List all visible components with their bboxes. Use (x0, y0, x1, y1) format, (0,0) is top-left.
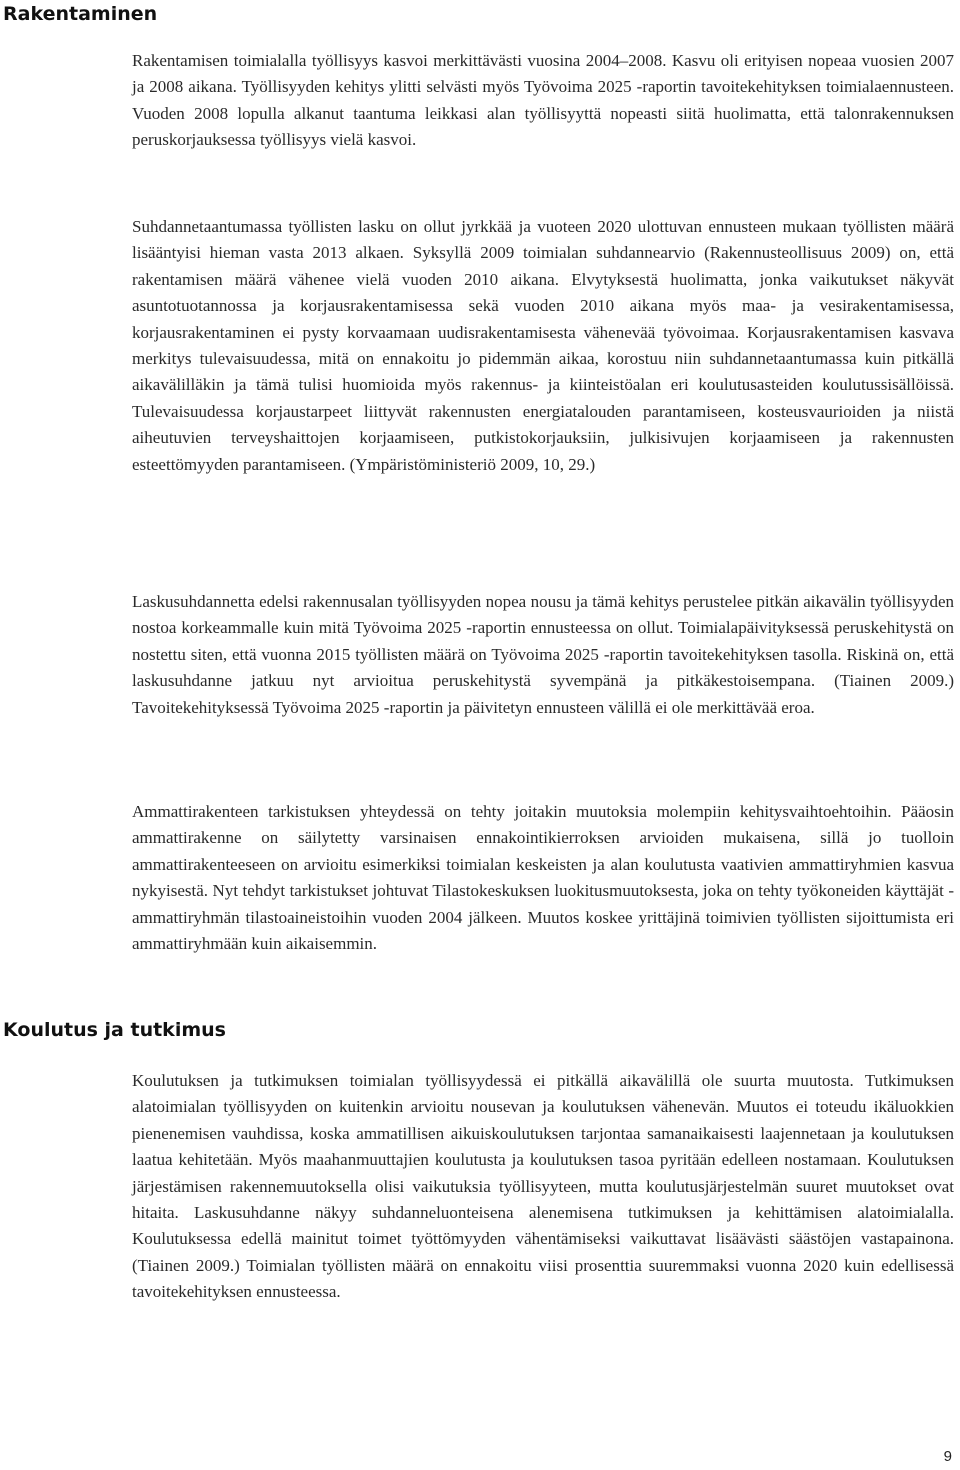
section-heading-rakentaminen: Rakentaminen (3, 3, 158, 25)
paragraph-rakentaminen-4: Ammattirakenteen tarkistuksen yhteydessä on tehty joitakin muutoksia molempiin kehitysvaihtoehtoihin. Pääosin ammattirakenne on säilytetty varsinaisen ennakointikierroksen arvioiden mukaisena, sillä jo tuolloin ammattirakenteeseen on arvioitu esimerkiksi toimialan keskeisten ja alan koulutusta vaativien ammattiryhmien kasvua nykyisestä. Nyt tehdyt tarkistukset johtuvat Tilastokeskuksen luokitusmuutoksesta, joka on tehty työkoneiden käyttäjät -ammattiryhmän tilastoaineistoihin vuoden 2004 jälkeen. Muutos koskee yrittäjinä toimivien työllisten sijoittumista eri ammattiryhmään kuin aikaisemmin. (132, 802, 954, 954)
paragraph-koulutus-1: Koulutuksen ja tutkimuksen toimialan työllisyydessä ei pitkällä aikavälillä ole suurta muutosta. Tutkimuksen alatoimialan työllisyyden on kuitenkin arvioitu nousevan ja koulutuksen vähenevän. Muutos ei toteudu ikäluokkien pienenemisen vauhdissa, koska ammatillisen aikuiskoulutuksen tarjontaa samanaikaisesti laajennetaan ja koulutuksen laatua kehitetään. Myös maahanmuuttajien koulutusta ja koulutuksen tasoa pyritään edelleen nostamaan. Koulutuksen järjestämisen rakennemuutoksella olisi vaikutuksia työllisyyteen, mutta koulutusjärjestelmän suuret muutokset ovat hitaita. Laskusuhdanne näkyy suhdanneluonteisena alenemisena tutkimuksen ja kehittämisen alatoimialalla. Koulutuksessa edellä mainitut toimet työttömyyden vähentämiseksi vaikuttavat lisäävästi säästöjen vastapainona. (Tiainen 2009.) Toimialan työllisten määrä on ennakoitu viisi prosenttia suuremmaksi vuonna 2020 kuin edellisessä tavoitekehityksen ennusteessa. (132, 1071, 954, 1302)
paragraph-rakentaminen-2: Suhdannetaantumassa työllisten lasku on ollut jyrkkää ja vuoteen 2020 ulottuvan ennusteen mukaan työllisten määrä lisääntyisi hieman vasta 2013 alkaen. Syksyllä 2009 toimialan suhdannearvio (Rakennusteollisuus 2009) on, että rakentamisen määrä vähenee vielä vuoden 2010 aikana. Elvytyksestä huolimatta, jonka vaikutukset näkyvät asuntotuotannossa ja korjausrakentamisessa sekä vuoden 2010 aikana myös maa- ja vesirakentamisessa, korjausrakentaminen ei pysty korvaamaan uudisrakentamisesta vähenevää työvoimaa. Korjausrakentamisen kasvava merkitys tulevaisuudessa, mitä on ennakoitu jo pidemmän aikaa, korostuu niin suhdannetaantumassa kuin pitkällä aikavälilläkin ja tämä tulisi huomioida myös rakennus- ja kiinteistöalan eri koulutusasteiden koulutussisällöissä. Tulevaisuudessa korjaustarpeet liittyvät rakennusten energiatalouden parantamiseen, kosteusvaurioiden ja niistä aiheutuvien terveyshaittojen korjaamiseen, putkistokorjauksiin, julkisivujen korjaamiseen ja rakennusten esteettömyyden parantamiseen. (Ympäristöministeriö 2009, 10, 29.) (132, 217, 954, 474)
paragraph-rakentaminen-3: Laskusuhdannetta edelsi rakennusalan työllisyyden nopea nousu ja tämä kehitys perustelee pitkän aikavälin työllisyyden nostoa korkeammalle kuin mitä Työvoima 2025 -raportin ennusteessa on ollut. Toimialapäivityksessä peruskehitystä on nostettu siten, että vuonna 2015 työllisten määrä on Työvoima 2025 -raportin tavoitekehityksen tasolla. Riskinä on, että laskusuhdanne jatkuu nyt arvioitua peruskehitystä syvempänä ja pitkäkestoisempana. (Tiainen 2009.) Tavoitekehityksessä Työvoima 2025 -raportin ja päivitetyn ennusteen välillä ei ole merkittävää eroa. (132, 592, 954, 717)
page-number: 9 (943, 1448, 952, 1465)
section-heading-koulutus-ja-tutkimus: Koulutus ja tutkimus (3, 1019, 226, 1041)
paragraph-rakentaminen-1: Rakentamisen toimialalla työllisyys kasvoi merkittävästi vuosina 2004–2008. Kasvu oli erityisen nopeaa vuosien 2007 ja 2008 aikana. Työllisyyden kehitys ylitti selvästi myös Työvoima 2025 -raportin tavoitekehityksen toimialaennusteen. Vuoden 2008 lopulla alkanut taantuma leikkasi alan työllisyyttä nopeasti siitä huolimatta, että talonrakennuksen peruskorjauksessa työllisyys vielä kasvoi. (132, 51, 954, 150)
